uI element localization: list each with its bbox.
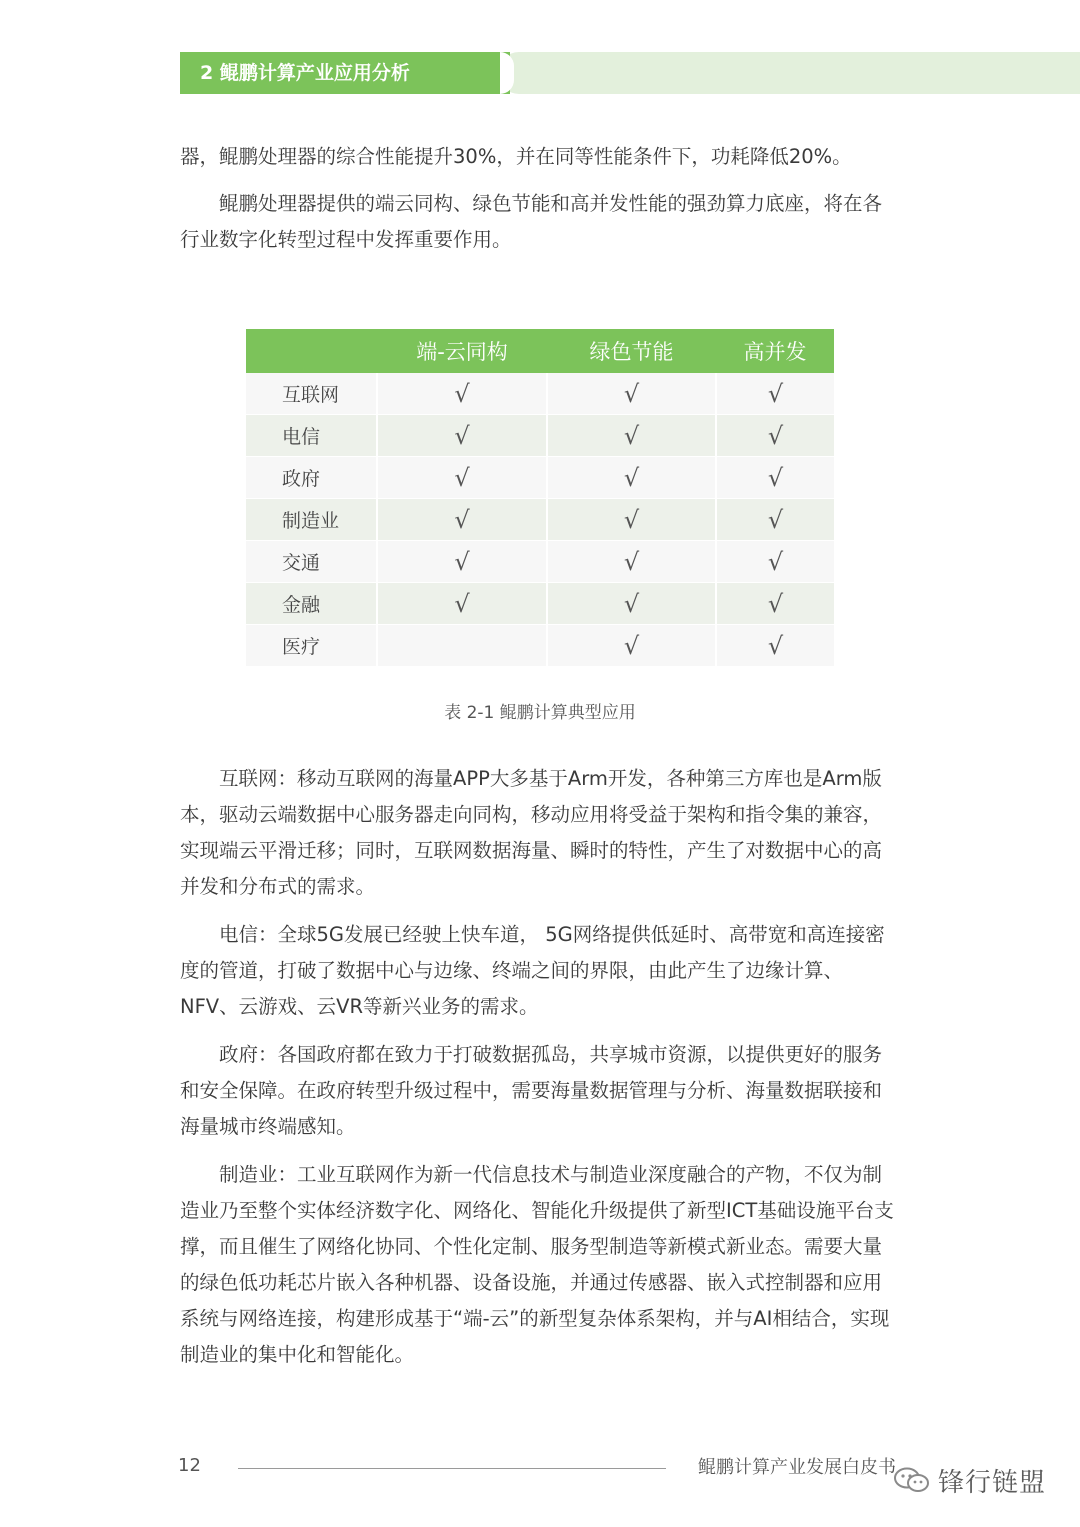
row-label: 政府 [246, 457, 377, 499]
table-header-cloud-isomorphism: 端-云同构 [377, 329, 547, 373]
check-mark: √ [716, 415, 834, 457]
paragraph-summary: 鲲鹏处理器提供的端云同构、绿色节能和高并发性能的强劲算力底座，将在各行业数字化转型过程中发挥重要作用。 [180, 192, 883, 251]
check-mark: √ [377, 499, 547, 541]
check-mark: √ [716, 541, 834, 583]
check-mark: √ [716, 457, 834, 499]
row-label: 制造业 [246, 499, 377, 541]
table-row [246, 415, 834, 457]
paragraph-performance: 器，鲲鹏处理器的综合性能提升30%，并在同等性能条件下，功耗降低20%。 [180, 145, 852, 168]
check-mark: √ [547, 499, 716, 541]
check-mark: √ [547, 415, 716, 457]
check-mark: √ [377, 541, 547, 583]
table-row [246, 541, 834, 583]
footer-divider [238, 1468, 666, 1469]
check-mark: √ [716, 373, 834, 415]
check-mark: √ [547, 541, 716, 583]
wechat-icon [892, 1466, 932, 1494]
row-label: 医疗 [246, 625, 377, 667]
paragraph-government: 政府：各国政府都在致力于打破数据孤岛，共享城市资源，以提供更好的服务和安全保障。在政府转型升级过程中，需要海量数据管理与分析、海量数据联接和海量城市终端感知。 [180, 1043, 883, 1138]
header-band-light [498, 52, 1080, 94]
check-mark [377, 625, 547, 667]
check-mark: √ [377, 373, 547, 415]
check-mark: √ [547, 457, 716, 499]
paragraph-telecom: 电信：全球5G发展已经驶上快车道， 5G网络提供低延时、高带宽和高连接密度的管道，打破了数据中心与边缘、终端之间的界限，由此产生了边缘计算、NFV、云游戏、云VR等新兴业务的需求。 [180, 923, 885, 1018]
check-mark: √ [716, 499, 834, 541]
paragraph-internet: 互联网：移动互联网的海量APP大多基于Arm开发，各种第三方库也是Arm版本，驱动云端数据中心服务器走向同构，移动应用将受益于架构和指令集的兼容，实现端云平滑迁移；同时，互联网数据海量、瞬时的特性，产生了对数据中心的高并发和分布式的需求。 [180, 767, 883, 898]
row-label: 电信 [246, 415, 377, 457]
check-mark: √ [547, 625, 716, 667]
table-row [246, 583, 834, 625]
table-row [246, 625, 834, 667]
watermark-text: 锋行链盟 [938, 1468, 1047, 1498]
table-header-green-energy: 绿色节能 [547, 329, 716, 373]
table-row [246, 457, 834, 499]
row-label: 交通 [246, 541, 377, 583]
table-caption: 表 2-1 鲲鹏计算典型应用 [444, 703, 636, 723]
paragraph-manufacturing: 制造业：工业互联网作为新一代信息技术与制造业深度融合的产物，不仅为制造业乃至整个实体经济数字化、网络化、智能化升级提供了新型ICT基础设施平台支撑，而且催生了网络化协同、个性化定制、服务型制造等新模式新业态。需要大量的绿色低功耗芯片嵌入各种机器、设备设施，并通过传感器、嵌入式控制器和应用系统与网络连接，构建形成基于“端-云”的新型复杂体系架构，并与AI相结合，实现制造业的集中化和智能化。 [180, 1163, 894, 1366]
table-header-high-concurrency: 高并发 [716, 329, 834, 373]
table-row [246, 499, 834, 541]
applications-table [246, 329, 834, 667]
footer-doc-title: 鲲鹏计算产业发展白皮书 [698, 1457, 896, 1478]
table-header-row [246, 329, 834, 373]
table-header-blank [246, 329, 377, 373]
check-mark: √ [547, 373, 716, 415]
section-title: 2 鲲鹏计算产业应用分析 [200, 62, 410, 84]
row-label: 金融 [246, 583, 377, 625]
check-mark: √ [377, 583, 547, 625]
check-mark: √ [377, 457, 547, 499]
check-mark: √ [377, 415, 547, 457]
table-row [246, 373, 834, 415]
check-mark: √ [716, 583, 834, 625]
page-number: 12 [178, 1455, 201, 1476]
check-mark: √ [716, 625, 834, 667]
row-label: 互联网 [246, 373, 377, 415]
check-mark: √ [547, 583, 716, 625]
